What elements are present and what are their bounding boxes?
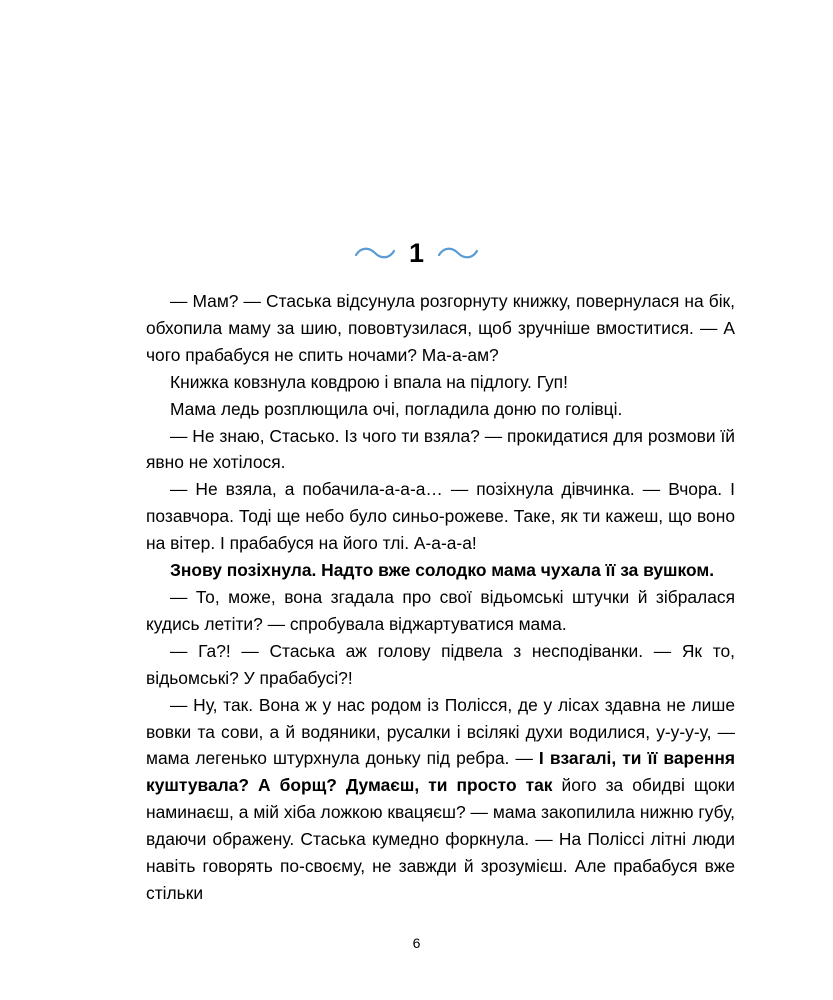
body-text (146, 288, 735, 907)
text-run: — Не взяла, а побачила-а-а-а… — позіхнула дівчинка. — Вчора. І позавчора. Тоді ще небо було синьо-рожеве. Таке, як ти кажеш, що воно на вітер. І прабабуся на його тлі. А-а-а-а! (146, 479, 735, 554)
text-run: — Га?! — Стаська аж голову підвела з несподіванки. — Як то, відьомські? У прабабусі?! (146, 640, 735, 688)
paragraph (146, 423, 735, 477)
emphasis-text: І взагалі, ти її варення куштувала? А борщ? Думаєш, ти просто так (146, 748, 735, 796)
emphasis-text: Знову позіхнула. Надто вже солодко мама чухала її за вушком. (170, 560, 715, 581)
paragraph (146, 369, 735, 396)
paragraph (146, 584, 735, 638)
chapter-number: 1 (408, 237, 425, 268)
paragraph (146, 638, 735, 692)
text-run: — Мам? — Стаська відсунула розгорнуту книжку, повернулася на бік, обхопила маму за шию, пововтузилася, щоб зручніше вмоститися. — А чого прабабуся не спить ночами? Ма-а-ам? (146, 291, 735, 365)
paragraph (146, 288, 735, 369)
paragraph-emphasis (146, 557, 735, 584)
page-number: 6 (412, 935, 421, 951)
paragraph (146, 692, 735, 907)
wave-ornament-icon-left (355, 245, 395, 261)
text-run: — То, може, вона згадала про свої відьомські штучки й зібралася кудись летіти? — спробувала віджартуватися мама. (146, 586, 735, 634)
wave-ornament-icon-right (438, 245, 478, 261)
text-run: Книжка ковзнула ковдрою і впала на підлогу. Гуп! (170, 371, 568, 392)
chapter-heading (0, 236, 833, 270)
text-run: Мама ледь розплющила очі, погладила доню по голівці. (170, 398, 623, 419)
paragraph (146, 476, 735, 557)
text-run: — Не знаю, Стасько. Із чого ти взяла? — прокидатися для розмови їй явно не хотілося. (146, 425, 735, 473)
paragraph (146, 396, 735, 423)
text-run: його за обидві щоки наминаєш, а мій хіба ложкою квацяєш? — мама закопилила нижню губу, вдаючи ображену. Стаська кумедно форкнула. — На Поліссі літні люди навіть говорять по-своєму, не завжди й зрозумієш. Але прабабуся вже стільки (146, 775, 735, 903)
text-run: — Ну, так. Вона ж у нас родом із Полісся, де у лісах здавна не лише вовки та сови, а й водяники, русалки і всілякі духи водилися, у-у-у-у, — мама легенько штурхнула доньку під ребра. — (146, 694, 735, 769)
